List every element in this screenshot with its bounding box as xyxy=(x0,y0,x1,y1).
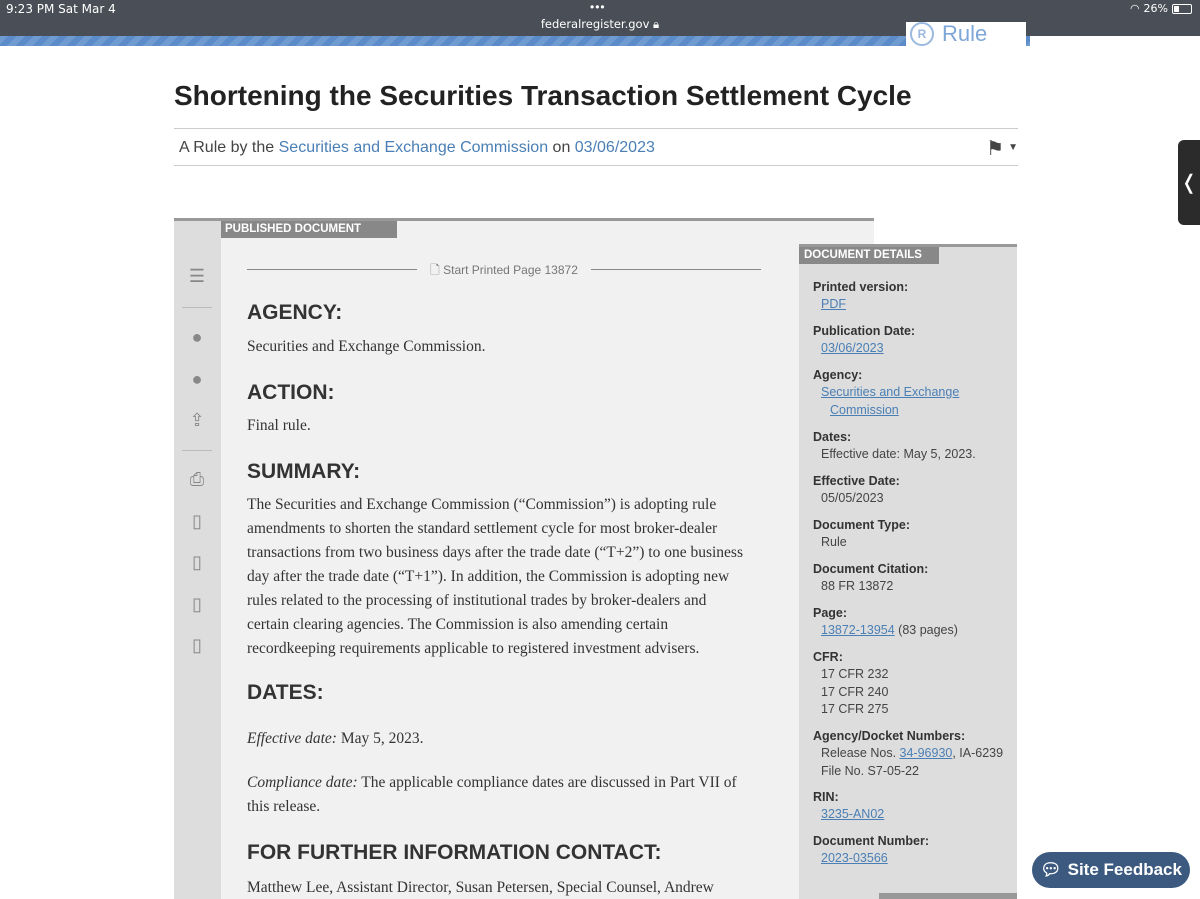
clock: 9:23 PM Sat Mar 4 xyxy=(6,2,116,16)
effective-date-heading: Effective Date: xyxy=(813,474,900,488)
page-title: Shortening the Securities Transaction Settlement Cycle xyxy=(174,80,912,111)
site-feedback-button[interactable] xyxy=(1032,852,1190,888)
file-number: File No. S7-05-22 xyxy=(821,763,919,778)
document-details-panel xyxy=(799,244,1017,899)
byline-mid: on xyxy=(548,139,575,156)
rail-divider xyxy=(182,307,212,308)
document-number-heading: Document Number: xyxy=(813,834,929,848)
chevron-left-icon: ❬ xyxy=(1180,172,1198,194)
publication-date-heading: Publication Date: xyxy=(813,324,916,338)
effective-date-value: 05/05/2023 xyxy=(821,491,884,505)
page-icon: 🗋︎ xyxy=(430,263,440,277)
page-value xyxy=(821,622,958,640)
publication-date-link[interactable]: 03/06/2023 xyxy=(821,341,884,355)
site-feedback-label: Site Feedback xyxy=(1067,860,1182,879)
pdf-link[interactable]: PDF xyxy=(821,297,846,311)
battery-icon xyxy=(1172,4,1192,14)
effective-date-label: Effective date: xyxy=(247,730,337,747)
action-heading: ACTION: xyxy=(247,381,335,404)
effective-date-text xyxy=(247,727,747,751)
agency-text: Securities and Exchange Commission. xyxy=(247,338,486,355)
rin-link[interactable]: 3235-AN02 xyxy=(821,807,885,821)
date-link[interactable]: 03/06/2023 xyxy=(574,139,655,156)
docket-values xyxy=(821,745,1003,780)
printed-page-marker xyxy=(247,261,761,277)
pdf-document-icon[interactable]: ▯ xyxy=(192,594,202,614)
battery-percent: 26% xyxy=(1143,2,1168,15)
header-strip xyxy=(0,36,1030,46)
chat-bubble-icon: 💬︎ xyxy=(1040,860,1062,879)
agency-heading: AGENCY: xyxy=(247,301,343,324)
contact-text: Matthew Lee, Assistant Director, Susan Petersen, Special Counsel, Andrew xyxy=(247,879,714,896)
compliance-date-label: Compliance date: xyxy=(247,774,358,791)
url-text: federalregister.gov xyxy=(540,17,650,31)
public-inspection-icon[interactable]: ▯ xyxy=(192,635,202,655)
page-count: (83 pages) xyxy=(894,623,958,637)
cfr-275: 17 CFR 275 xyxy=(821,702,889,716)
dates-heading: DATES: xyxy=(247,681,324,704)
document-type-badge xyxy=(906,22,1026,46)
comment-icon[interactable]: ● xyxy=(191,327,203,347)
byline xyxy=(174,128,1018,166)
agency-link[interactable] xyxy=(821,385,959,417)
page-heading: Page: xyxy=(813,606,848,620)
rule-circle-icon: R xyxy=(910,22,934,46)
document-type-value: Rule xyxy=(821,535,847,549)
flag-icon[interactable]: ⚑ xyxy=(986,138,1004,160)
details-bottom-bar xyxy=(879,893,1017,899)
published-document-label: PUBLISHED DOCUMENT xyxy=(221,221,397,238)
status-indicators xyxy=(1130,2,1192,15)
release-suffix: , IA-6239 xyxy=(952,746,1004,760)
document-details-label: DOCUMENT DETAILS xyxy=(799,247,939,264)
published-document xyxy=(221,221,874,899)
cfr-232: 17 CFR 232 xyxy=(821,667,889,681)
agency-heading: Agency: xyxy=(813,368,863,382)
contact-heading: FOR FURTHER INFORMATION CONTACT: xyxy=(247,841,662,864)
compliance-date-text xyxy=(247,771,747,819)
cfr-240: 17 CFR 240 xyxy=(821,684,889,699)
printed-version-heading: Printed version: xyxy=(813,280,909,294)
document-number-link[interactable]: 2023-03566 xyxy=(821,851,888,865)
comments-icon[interactable]: ● xyxy=(191,369,203,389)
citation-value: 88 FR 13872 xyxy=(821,579,894,593)
document-type-heading: Document Type: xyxy=(813,518,910,532)
tool-rail xyxy=(174,221,221,899)
citation-heading: Document Citation: xyxy=(813,562,929,576)
rule-badge-label: Rule xyxy=(942,21,988,46)
caret-down-icon[interactable]: ▼ xyxy=(1008,142,1018,153)
xml-document-icon[interactable]: ▯ xyxy=(192,552,202,572)
table-of-contents-icon[interactable]: ☰ xyxy=(188,266,206,286)
summary-heading: SUMMARY: xyxy=(247,460,361,483)
page-range-link[interactable]: 13872-13954 xyxy=(821,623,895,637)
wifi-icon: ◠ xyxy=(1129,2,1140,15)
byline-prefix: A Rule by the xyxy=(179,139,279,156)
effective-date-value: May 5, 2023. xyxy=(336,730,424,747)
agency-line-1: Securities and Exchange xyxy=(821,385,960,399)
more-dots-icon[interactable]: ••• xyxy=(590,0,606,14)
dates-value: Effective date: May 5, 2023. xyxy=(821,447,976,461)
rin-heading: RIN: xyxy=(813,790,839,804)
summary-text: The Securities and Exchange Commission (“Commission”) is adopting rule amendments to shorten the standard settlement cycle for most broker-dealer transactions from two business days after the trade date (“T+2”) to one business day after the trade date (“T+1”). In addition, the Commission is adopting new rules related to the processing of institutional trades by broker-dealers and certain clearing agencies. The Commission is also amending certain recordkeeping requirements applicable to registered investment advisers. xyxy=(247,496,743,657)
compliance-date-value: The applicable compliance dates are discussed in Part VII of this release. xyxy=(247,774,737,815)
printed-page-text: Start Printed Page 13872 xyxy=(443,263,578,277)
release-link[interactable]: 34-96930 xyxy=(899,746,953,760)
document-icon[interactable]: ▯ xyxy=(192,511,202,531)
rail-divider xyxy=(182,450,212,451)
print-icon[interactable]: ⎙ xyxy=(189,469,205,489)
cfr-heading: CFR: xyxy=(813,650,843,664)
docket-heading: Agency/Docket Numbers: xyxy=(813,729,966,743)
agency-link[interactable]: Securities and Exchange Commission xyxy=(278,139,549,156)
share-icon[interactable]: ⇪ xyxy=(189,410,205,430)
document-container xyxy=(174,218,874,899)
lock-icon: 🔒︎ xyxy=(653,17,660,31)
agency-line-2: Commission xyxy=(830,402,899,417)
action-text: Final rule. xyxy=(247,417,311,434)
cfr-values xyxy=(821,666,888,719)
release-prefix: Release Nos. xyxy=(821,746,900,760)
side-panel-handle[interactable] xyxy=(1178,140,1200,225)
dates-heading: Dates: xyxy=(813,430,852,444)
